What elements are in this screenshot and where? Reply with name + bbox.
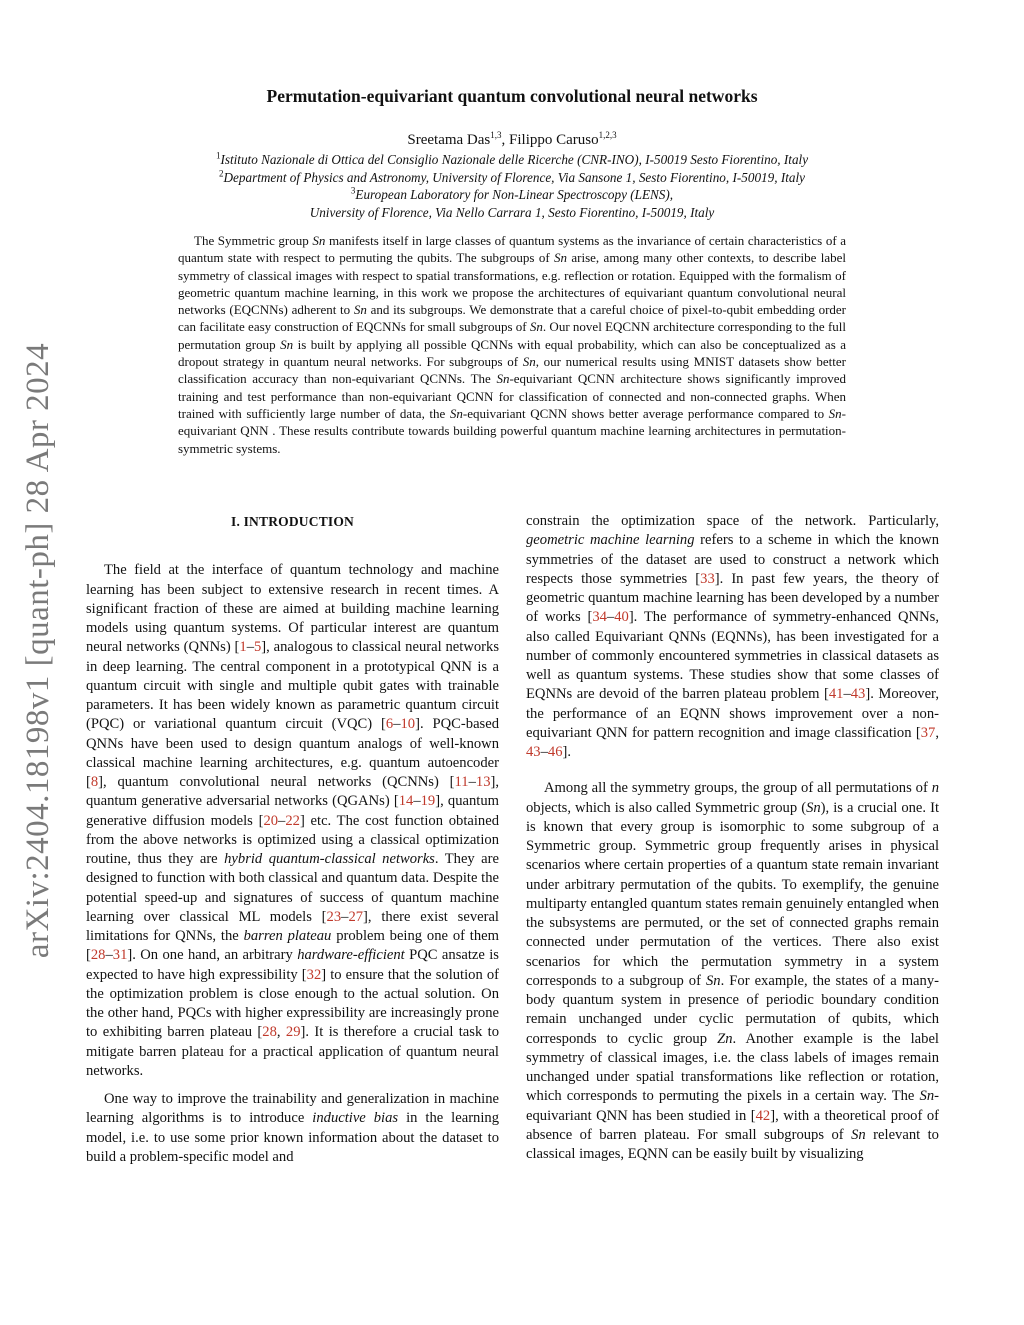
body-text: ]. The performance of symmetry-enhanced QNNs, also called Equivariant QNNs (EQNNs), has been investigated for a number of commonly encountered symmetries in classical datasets as well as quantum systems. These studies show that some classes of EQNNs are devoid of the barren plateau problem [ <box>526 609 939 703</box>
affiliation-number: 2 <box>219 168 224 179</box>
author-separator: , <box>501 132 510 148</box>
affiliation-text: European Laboratory for Non-Linear Spectroscopy (LENS), <box>355 187 674 203</box>
affiliation-3 <box>160 186 864 204</box>
body-text: – <box>105 947 113 964</box>
abstract-text: is built by applying all possible QCNNs with equal probability, which can also be conceptualized as a dropout strategy in quantum neural networks. For subgroups of <box>178 336 846 370</box>
abstract-text: manifests itself in large classes of quantum systems as the invariance of certain characteristics of a quantum state with respect to permuting the qubits. The subgroups of <box>178 233 846 266</box>
author-list <box>160 132 864 149</box>
citation-link[interactable]: 37 <box>920 724 936 741</box>
body-text: – <box>393 716 401 733</box>
body-text: ), is a crucial one. It is known that every group is isomorphic to some subgroup of a Symmetric group. Symmetric group frequently arises in physical scenarios where certain properties of a quantum state remain invariant under arbitrary permutation of the qubits. To exemplify, the genuine multiparty entangled quantum states remain genuinely entangled when the subsystems are permuted, or the set of connected graphs remain connected under permutation of the vertices. There also exist scenarios for which the permutation symmetry in a system corresponds to a subgroup of <box>526 799 940 989</box>
left-column <box>86 512 499 1167</box>
body-text: ]. In past few years, the theory of geometric quantum machine learning has been developed by a number of works [ <box>526 570 939 626</box>
affiliation-number: 3 <box>350 185 356 196</box>
body-text: ] to ensure that the solution of the optimization problem is close enough to the actual solution. On the other hand, PQCs with higher expressibility are increasingly prone to exhibiting barren plateau [ <box>86 966 499 1041</box>
body-text: in the learning model, i.e. to use some prior known information about the dataset to build a problem-specific model and <box>86 1110 499 1165</box>
body-text: . For example, the states of a many-body quantum system in presence of periodic boundary condition remain unchanged under cyclic permutation of qubits, which corresponds to cyclic group <box>526 972 939 1047</box>
paper-title: Permutation-equivariant quantum convolutional neural networks <box>266 86 758 106</box>
body-text: PQC ansatze is expected to have high expressibility [ <box>86 947 499 983</box>
body-text: ] etc. The cost function obtained from the above networks is optimized using a classical optimization routine, thus they are <box>86 812 499 867</box>
math-symbol: Sn <box>280 336 294 352</box>
citation-link[interactable]: 22 <box>285 812 300 829</box>
body-text: ], analogous to classical neural networks in deep learning. The central component in a prototypical QNN is a quantum circuit with single and multiple qubit gates with trainable parameters. It has been widely known as parametric quantum circuit (PQC) or variational quantum circuit (VQC) [ <box>86 639 499 733</box>
citation-link[interactable]: 34 <box>592 609 607 626</box>
citation-link[interactable]: 6 <box>385 716 394 733</box>
citation-link[interactable]: 1 <box>239 639 247 656</box>
citation-link[interactable]: 13 <box>475 774 491 790</box>
citation-link[interactable]: 43 <box>850 686 866 703</box>
citation-link[interactable]: 46 <box>547 744 563 760</box>
abstract-text: arise, among many other contexts, to describe label symmetry of classical images with respect to spatial transformations, e.g. reflection or rotation. Equipped with the formalism of geometric quantum machine learning, in this work we propose the architectures of equivariant quantum convolutional neural networks (EQCNNs) adherent to <box>178 250 846 318</box>
body-text: ]. <box>562 744 571 760</box>
abstract-text: The Symmetric group <box>194 233 313 248</box>
affiliation-text: Department of Physics and Astronomy, University of Florence, Via Sansone 1, Sesto Fiorentino, I-50019, Italy <box>223 169 805 185</box>
affiliation-3-line-2: University of Florence, Via Nello Carrara 1, Sesto Fiorentino, I-50019, Italy <box>309 204 715 220</box>
body-text: – <box>540 744 548 760</box>
math-symbol: Sn <box>554 250 568 266</box>
body-text: , <box>276 1024 286 1041</box>
body-text: – <box>246 639 254 656</box>
abstract-text: and its subgroups. We demonstrate that a careful choice of pixel-to-qubit embedding order can facilitate easy construction of EQCNNs for small subgroups of <box>178 302 846 335</box>
body-text: One way to improve the trainability and generalization in machine learning algorithms is to introduce <box>86 1091 499 1127</box>
citation-link[interactable]: 42 <box>755 1107 771 1124</box>
body-text: Among all the symmetry groups, the group of all permutations of <box>544 780 932 797</box>
emphasis-text: geometric machine learning <box>526 532 695 549</box>
citation-link[interactable]: 19 <box>420 793 436 810</box>
author-affiliation-mark: 1,3 <box>490 130 502 140</box>
emphasis-text: inductive bias <box>312 1110 399 1127</box>
body-text: constrain the optimization space of the network. Particularly, <box>526 513 939 529</box>
citation-link[interactable]: 40 <box>614 609 629 626</box>
body-text: . Another example is the label symmetry of classical images, i.e. the class labels of images remain unchanged under spatial transformations like reflection or rotation, which corresponds to permuting the pixels in a certain way. The <box>526 1030 939 1105</box>
citation-link[interactable]: 29 <box>285 1024 301 1041</box>
emphasis-text: barren plateau <box>243 928 332 944</box>
math-symbol: Sn <box>312 233 326 248</box>
body-text: refers to a scheme in which the known symmetries of the dataset are used to construct a network which respects those symmetries [ <box>526 532 940 587</box>
intro-paragraph-2-continued <box>526 512 939 762</box>
body-text: – <box>843 686 851 703</box>
citation-link[interactable]: 28 <box>90 947 106 964</box>
body-text: The field at the interface of quantum technology and machine learning has been subject to extensive research in recent times. A significant fraction of these are aimed at building machine learning models using quantum systems. Of particular interest are quantum neural networks (QNNs) [ <box>86 562 499 656</box>
affiliation-text: Istituto Nazionale di Ottica del Consiglio Nazionale delle Ricerche (CNR-INO), I-50019 Sesto Fiorentino, Italy <box>220 152 809 167</box>
citation-link[interactable]: 20 <box>263 812 279 829</box>
body-text: -equivariant QNN has been studied in [ <box>526 1088 939 1124</box>
abstract-text: , our numerical results using MNIST datasets show better classification accuracy than non-equivariant QCNNs. The <box>178 354 846 387</box>
citation-link[interactable]: 33 <box>700 570 715 587</box>
intro-paragraph-3 <box>526 779 939 1164</box>
affiliation-1 <box>160 151 864 169</box>
citation-link[interactable]: 28 <box>262 1024 277 1041</box>
body-text: . They are designed to function with both classical and quantum data. Despite the potential speed-up and signatures of success of quantum machine learning over classical ML models [ <box>86 851 499 925</box>
abstract <box>178 232 846 457</box>
body-text: problem being one of them [ <box>86 928 499 964</box>
arxiv-identifier-text: arXiv:2404.18198v1 [quant-ph] 28 Apr 2024 <box>20 342 57 958</box>
body-text: ], with a theoretical proof of absence of barren plateau. For small subgroups of <box>526 1107 939 1143</box>
math-symbol: Sn <box>449 405 463 421</box>
body-text: ]. It is therefore a crucial task to mitigate barren plateau for a practical application of quantum neural networks. <box>86 1024 499 1079</box>
body-text: ], quantum generative diffusion models [ <box>86 793 499 829</box>
citation-link[interactable]: 11 <box>454 774 469 790</box>
author-affiliation-mark: 1,2,3 <box>598 130 617 140</box>
body-text: – <box>341 908 349 925</box>
intro-paragraph-1 <box>86 561 499 1081</box>
citation-link[interactable]: 27 <box>348 908 364 925</box>
math-symbol: Sn <box>529 319 543 335</box>
abstract-text: -equivariant QCNN architecture shows significantly improved training and test performance than non-equivariant QCNN for classification of connected and non-connected graphs. When trained with sufficiently large number of data, the <box>178 371 846 421</box>
body-text: objects, which is also called Symmetric group ( <box>526 799 807 816</box>
section-heading: I. INTRODUCTION <box>230 514 355 529</box>
emphasis-text: hardware-efficient <box>297 947 405 964</box>
math-symbol: Zn <box>717 1030 733 1047</box>
math-symbol: n <box>931 780 939 797</box>
citation-link[interactable]: 23 <box>326 908 342 925</box>
body-text: , <box>935 724 939 741</box>
math-symbol: Sn <box>353 302 367 318</box>
math-symbol: Sn <box>496 371 510 387</box>
body-text: – <box>278 812 286 829</box>
body-text: ]. PQC-based QNNs have been used to design quantum analogs of well-known classical machine learning architectures, e.g. quantum autoencoder [ <box>86 716 499 790</box>
body-text: ], there exist several limitations for QNNs, the <box>86 908 499 944</box>
affiliation-2 <box>160 169 864 187</box>
citation-link[interactable]: 41 <box>828 686 844 703</box>
citation-link[interactable]: 8 <box>90 774 99 790</box>
body-text: ], quantum generative adversarial networks (QGANs) [ <box>86 774 499 810</box>
body-text: – <box>413 793 421 810</box>
citation-link[interactable]: 31 <box>112 947 128 964</box>
intro-paragraph-2 <box>86 1090 499 1167</box>
math-symbol: Sn <box>828 405 842 421</box>
math-symbol: Sn <box>806 799 821 816</box>
paper-header <box>160 86 864 221</box>
math-symbol: Sn <box>522 354 536 370</box>
body-text: relevant to classical images, EQNN can be easily built by visualizing <box>526 1126 939 1162</box>
affiliation-number: 1 <box>215 150 221 161</box>
right-column <box>526 512 939 1164</box>
abstract-text: -equivariant QCNN shows better average performance compared to <box>462 405 829 421</box>
body-text: ]. On one hand, an arbitrary <box>127 947 298 964</box>
author-name: Filippo Caruso <box>509 132 599 148</box>
emphasis-text: hybrid quantum-classical networks <box>224 851 435 867</box>
math-symbol: Sn <box>851 1126 866 1143</box>
body-text: – <box>606 609 615 626</box>
body-text: ], quantum convolutional neural networks (QCNNs) [ <box>98 774 455 790</box>
body-text: – <box>468 774 476 790</box>
abstract-text: . Our novel EQCNN architecture corresponding to the full permutation group <box>178 319 846 352</box>
author-name: Sreetama Das <box>407 132 491 148</box>
citation-link[interactable]: 5 <box>254 639 262 656</box>
citation-link[interactable]: 43 <box>526 744 541 760</box>
citation-link[interactable]: 32 <box>306 966 322 983</box>
math-symbol: Sn <box>919 1088 935 1105</box>
abstract-text: -equivariant QNN . These results contribute towards building powerful quantum machine learning architectures in permutation-symmetric systems. <box>178 405 846 456</box>
body-text: ]. Moreover, the performance of an EQNN shows improvement over a non-equivariant QNN for pattern recognition and image classification [ <box>526 686 939 741</box>
arxiv-identifier-stamp <box>12 340 66 960</box>
citation-link[interactable]: 10 <box>400 716 416 733</box>
math-symbol: Sn <box>706 972 721 989</box>
citation-link[interactable]: 14 <box>398 793 414 810</box>
